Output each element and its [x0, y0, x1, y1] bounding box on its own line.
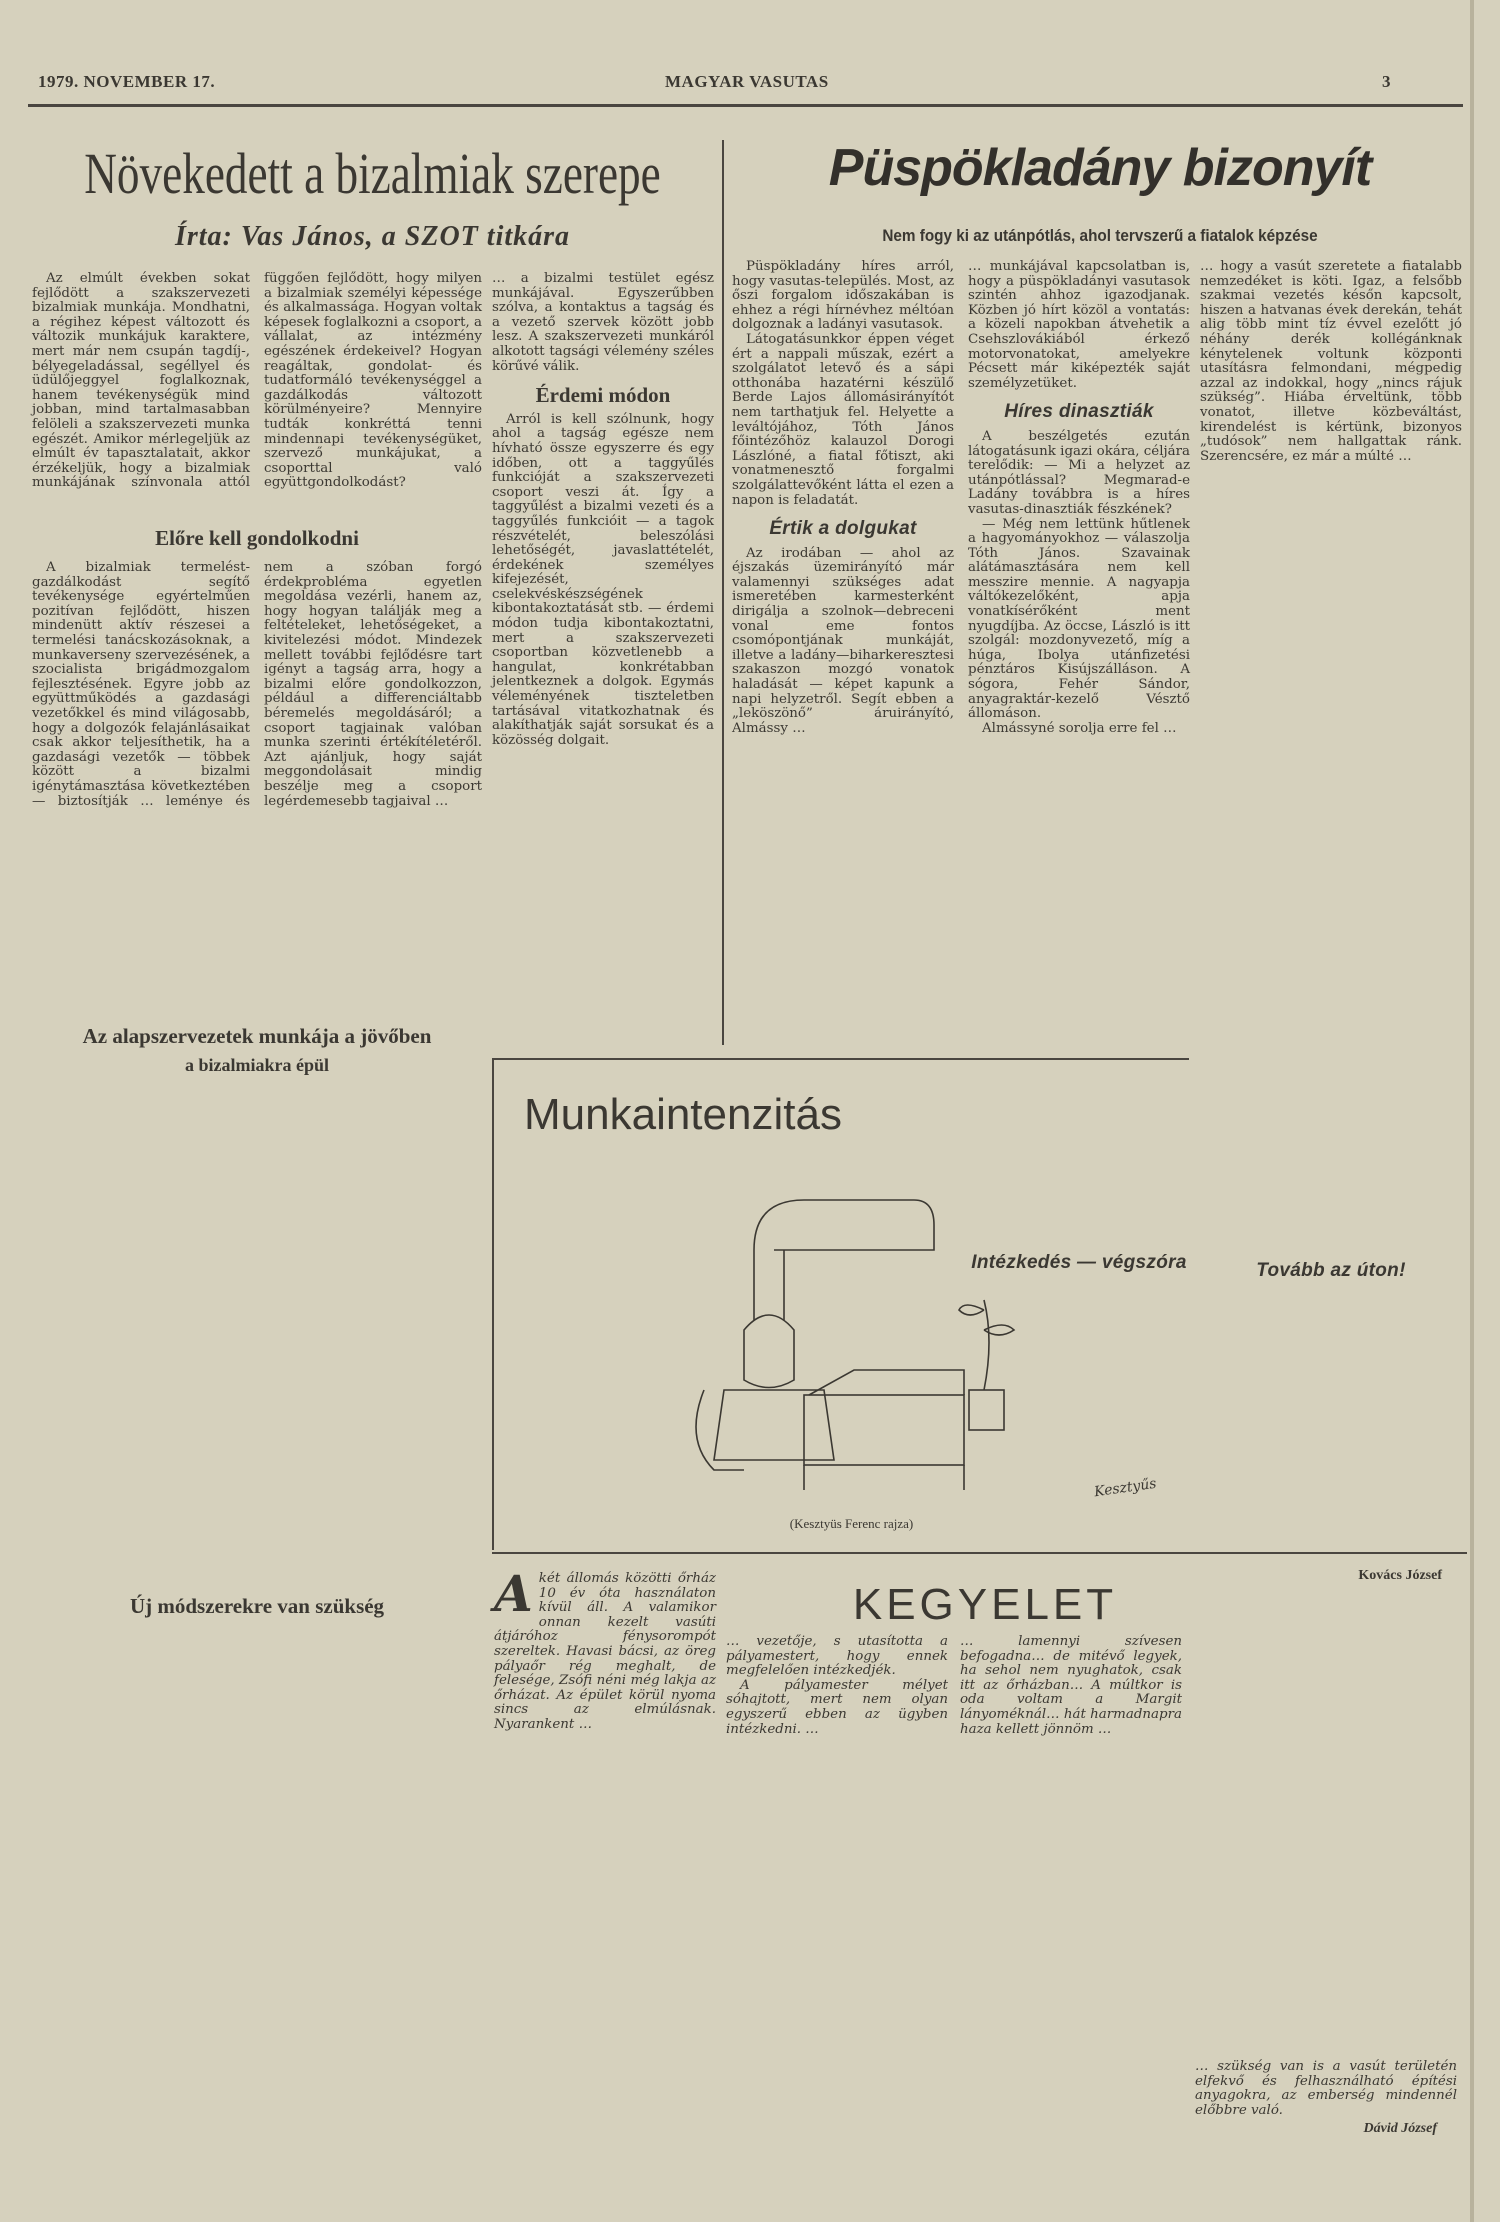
artist-signature: Kesztyűs	[1093, 1475, 1158, 1501]
section-elore	[32, 512, 482, 809]
subheading: a bizalmiakra épül	[184, 1055, 329, 1075]
subheading: Érdemi módon	[535, 383, 671, 408]
subheading: Értik a dolgukat	[769, 518, 917, 540]
subheading: Tovább az úton!	[1256, 1260, 1406, 1282]
paragraph: — Még nem lettünk hűtlenek a hagyományokhoz — válaszolja Tóth János. Szavainak alátámasztására nem kell messzire mennie. A nagyapja váltókezelőként, apja vonatkísérőként ment nyugdíjba. Az öccse, László is itt szolgál: mozdonyvezető, míg a húga, Ibolya utánfizetési pénztáros Kisújszálláson. A sógora, Fehér Sándor, anyagraktár-kezelő Vésztő állomáson.	[968, 516, 1190, 722]
kegyelet-col1	[494, 1564, 716, 1733]
cartoon-caption: (Kesztyüs Ferenc rajza)	[789, 1516, 914, 1531]
left-intro	[32, 272, 482, 512]
section-uj-modszerek	[32, 1580, 482, 1629]
masthead-rule	[28, 104, 1463, 107]
kegyelet-col2	[726, 1635, 948, 1737]
byline: Írta: Vas János, a SZOT titkára	[174, 221, 571, 252]
desk	[804, 1395, 964, 1465]
paragraph: … szükség van is a vasút területén elfekvő és felhasználható építési anyagokra, az emberség mindennél előbbre való.	[1195, 2059, 1457, 2118]
hair-dryer-hood	[754, 1200, 934, 1250]
head	[744, 1315, 794, 1388]
paragraph: … a bizalmi testület egész munkájával. Egyszerűbben szólva, a kontaktus a tagság és a vezető szervek között jobb lesz. A szakszervezeti munkáról alkotott tagsági vélemény széles körűvé válik.	[492, 271, 714, 374]
paragraph: két állomás közötti őrház 10 év óta használaton kívül áll. A valamikor onnan kezelt vasúti átjáróhoz fénysorompót szereltek. Havasi bácsi, az öreg pályaőr rég meghalt, de felesége, Zsófi néni még lakja az őrházat. Az épület körül nyoma sincs az elmúlásnak. Nyarankent …	[494, 1571, 716, 1732]
paragraph: Püspökladány híres arról, hogy vasutas-település. Most, az őszi forgalom időszakában is ehhez a régi hírnévhez méltóan dolgoznak a ladányi vasutasok.	[732, 259, 954, 333]
paragraph: A bizalmiak termelést-gazdálkodást segítő tevékenysége egyértelműen pozitívan fejlődött, hiszen mindenütt aktív részesei a termelési tanácskozásoknak, a munkaverseny szervezésének, a szocialista brigádmozgalom fejlesztésének. Egyre jobb az együttműködés a gazdasági vezetőkkel és mind világosabb, hogy a dolgozók felajánlásaikat csak akkor teljesíthetik, ha a gazdasági vezetők — többek között a bizalmi igénytámasztása következtében — biztosítják … leménye és nem a szóban forgó érdekprobléma egyetlen megoldása vezérli, hanem az, hogy hogyan találják meg a feltételeket, lehetőségeket, a kivitelezési módot. Mindezek mellett további fejlődésre tart igényt a tagság arra, hogy a bizalmi előre gondolkozzon, például a differenciáltabb béremelés megoldásáról; a csoport tagjainak valóban munka szerinti értékítéletéről. Azt ajánljuk, hogy saját meggondolásait mindig beszélje meg a csoport legérdemesebb tagjaival …	[32, 560, 482, 809]
cartoon-title: Munkaintenzitás	[524, 1090, 842, 1139]
paragraph: … vezetője, s utasította a pályamestert, hogy ennek megfelelően intézkedjék.	[726, 1634, 948, 1679]
plant	[959, 1300, 1014, 1390]
section-alapszervezetek	[32, 1010, 482, 1086]
paragraph: … lamennyi szívesen befogadna… de mitévő legyek, ha sehol nem nyughatok, csak itt az őrházban… A múltkor is oda voltam a Margit lányoméknál… hát harmadnapra haza kellett jönnöm …	[960, 1634, 1182, 1737]
paragraph: Az irodában — ahol az éjszakás üzemirányító már valamennyi szükséges adat ismeretében karmesterként dirigálja a szolnok—debreceni vonal eme fontos csomópontjának munkáját, illetve a ladány—biharkeresztesi szakaszon mozgó vonatok haladását — képet kapunk a napi helyzetről. Segít ebben a „leköszönő” áruirányító, Almássy …	[732, 545, 954, 736]
subheading: Előre kell gondolkodni	[155, 526, 359, 550]
right-col1	[732, 260, 954, 736]
issue-date: 1979. NOVEMBER 17.	[38, 72, 216, 91]
article-subtitle: Nem fogy ki az utánpótlás, ahol tervszerű a fiatalok képzése	[882, 226, 1318, 245]
subheading: Híres dinasztiák	[1004, 401, 1154, 423]
drop-cap: A	[494, 1564, 533, 1623]
left-col3	[492, 272, 714, 748]
author-signature: Dávid József	[1363, 2121, 1437, 2137]
kegyelet-title: KEGYELET	[852, 1580, 1118, 1629]
chair	[696, 1390, 744, 1470]
author-signature: Kovács József	[1358, 1567, 1442, 1583]
subheading: Az alapszervezetek munkája a jövőben	[82, 1024, 432, 1048]
kegyelet-rule	[492, 1552, 1467, 1554]
cartoon-illustration	[604, 1180, 1024, 1510]
subheading: Intézkedés — végszóra	[971, 1252, 1187, 1274]
kegyelet-col3	[960, 1635, 1182, 1737]
paragraph: Az elmúlt években sokat fejlődött a szakszervezeti bizalmiak munkája. Mondhatni, a régihez képest változott és változik munkájuk karaktere, mert már nem csupán tagdíj-, bélyegeladással, segéllyel és üdülőjeggyel foglalkoznak, hanem tevékenységük mind jobban, mind tartalmasabban felöleli a szakszervezeti munka egészét. Amikor mérlegeljük az elmúlt év tapasztalatait, akkor érzékeljük, hogy a bizalmiak munkájának színvonala attól függően fejlődött, hogy milyen a bizalmiak személyi képessége és alkalmassága. Hogyan voltak képesek foglalkozni a csoport, a vállalat, az intézmény egészének érdekeivel? Hogyan reagáltak, gondolat- és tudatformáló tevékenységgel a gazdálkodás változott körülményeire? Mennyire tudták konkréttá tenni mindennapi tevékenységüket, szervező munkájukat, a csoporttal való együttgondolkodást?	[32, 271, 482, 491]
torso	[714, 1390, 834, 1460]
right-col3	[1200, 260, 1462, 1584]
paragraph: … munkájával kapcsolatban is, hogy a püspökladányi vasutasok szintén ahhoz igazodjanak. Közben jó hírt közöl a vontatás: a közeli napokban átvehetik a Csehszlovákiából érkező motorvonatokat, amelyekre Pécsett már kiképezték saját személyzetüket.	[968, 259, 1190, 391]
kegyelet-col4	[1195, 2060, 1457, 2137]
left-article-header	[30, 140, 715, 253]
page-number: 3	[1382, 72, 1391, 91]
page-edge	[1470, 0, 1474, 2222]
paragraph: Látogatásunkkor éppen véget ért a nappali műszak, ezért a szolgálatot letevő és a sápi otthonába hazatérni készülő Berde Lajos állomásirányítót nem tarthatjuk fel. Helyette a leváltójához, Tóth János főintézőhöz kalauzol Dorogi Lászlóné, a fiatal főtiszt, aki vonatmenesztő forgalmi szolgálattevőként látta el ezen a napon is feladatát.	[732, 331, 954, 508]
paragraph: Arról is kell szólnunk, hogy ahol a tagság egésze nem hívható össze egyszerre és egy időben, ott a taggyűlés funkcióját a szakszervezeti csoport veszi át. Így a taggyűlést a bizalmi vezeti és a taggyűlés funkcióit — a tagok részvételét, beleszólási lehetőségét, javaslattételét, érdekének személyes kifejezését, cselekvéskészségének kibontakoztatását stb. — érdemi módon tudja kibontakoztatni, mert a szakszervezeti csoportban közvetlenebb a hangulat, konkrétabban jelentkeznek a dolgok. Egymás véleményének tiszteletben tartásával vitatkozhatnak és alakíthatják saját sorsukat és a közösség dolgait.	[492, 411, 714, 748]
flower-pot	[969, 1390, 1004, 1430]
paragraph: Almássyné sorolja erre fel …	[982, 720, 1177, 736]
article-title: Püspökladány bizonyít	[828, 139, 1372, 197]
subheading: Új módszerekre van szükség	[129, 1594, 385, 1618]
paragraph: A pályamester mélyet sóhajtott, mert nem olyan egyszerű ebben az ügyben intézkedni. …	[726, 1677, 948, 1737]
typewriter	[809, 1370, 964, 1395]
cartoon-box	[492, 1058, 1189, 1550]
paragraph: A beszélgetés ezután látogatásunk igazi okára, céljára terelődik: — Mi a helyzet az utánpótlással? Megmarad-e Ladány továbbra is a híres vasutas-dinasztiák fészkének?	[968, 428, 1190, 517]
article-title: Növekedett a bizalmiak szerepe	[84, 141, 661, 206]
paragraph: … hogy a vasút szeretete a fiatalabb nemzedéket is köti. Igaz, a felsőbb szakmai vezetés későn kapcsolt, hiszen a hatvanas évek derekán, tehát alig több mint tíz évvel ezelőtt jó néhány derék kollégánknak kénytelenek voltunk központi utasításra felmondani, mégpedig azzal az indokkal, hogy „nincs rájuk szükség”. Hiába érveltünk, több vonatot, illetve közbeváltást, kirendelést is kértünk, bizonyos „tudósok” nem hallgattak ránk. Szerencsére, ez már a múlté …	[1200, 259, 1462, 464]
right-article-header	[730, 138, 1470, 246]
column-divider	[722, 140, 724, 1045]
newspaper-name: MAGYAR VASUTAS	[665, 72, 829, 91]
